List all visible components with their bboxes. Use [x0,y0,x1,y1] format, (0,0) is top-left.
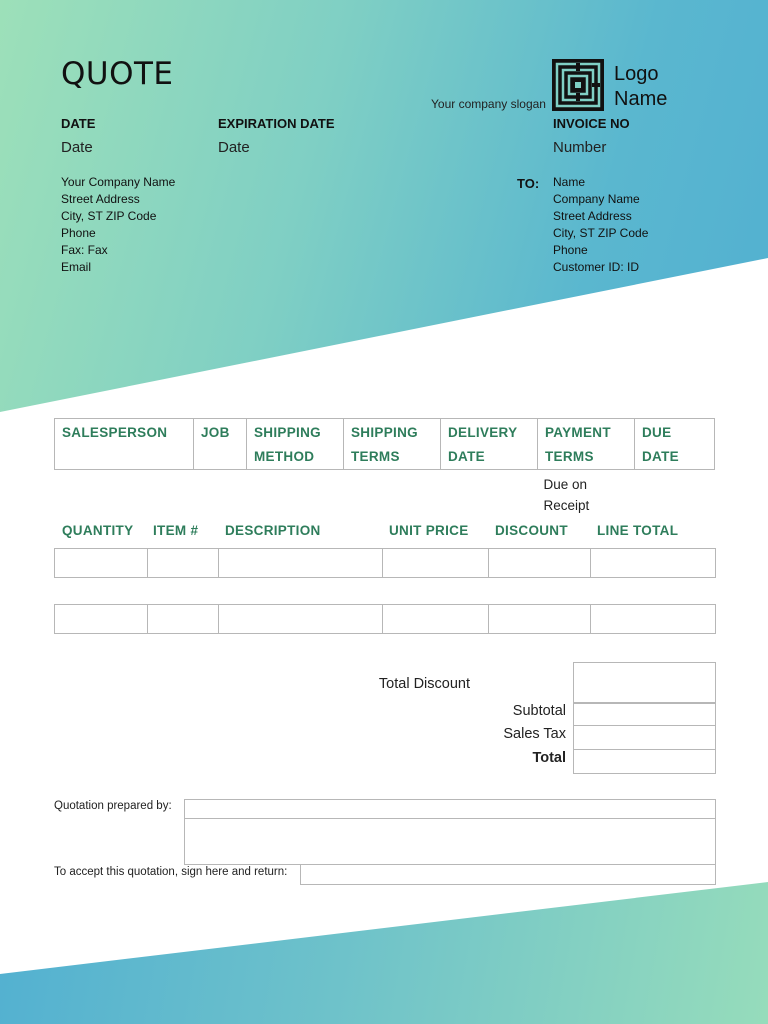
recipient-city[interactable]: City, ST ZIP Code [553,226,649,240]
column-divider [382,605,383,633]
header-salesperson-line1: SALESPERSON [62,425,168,440]
expiration-date-value[interactable]: Date [218,139,250,156]
header-payment-terms-line2: TERMS [545,449,594,464]
invoice-number-value[interactable]: Number [553,139,607,156]
company-street[interactable]: Street Address [61,192,140,206]
table-row[interactable] [54,604,716,634]
column-divider [382,549,383,577]
job-details-table [54,418,715,520]
header-shipping-terms-line2: TERMS [351,449,400,464]
date-label: DATE [61,116,96,131]
company-phone[interactable]: Phone [61,226,96,240]
column-divider [488,549,489,577]
header-delivery-date-line2: DATE [448,449,485,464]
payment-terms-value-line1: Due on [543,477,588,492]
header-shipping-method [247,419,344,470]
salesperson-cell[interactable] [55,470,194,521]
header-line-total: LINE TOTAL [597,523,679,538]
to-label: TO: [517,176,540,191]
column-divider [147,605,148,633]
recipient-name[interactable]: Name [553,175,586,189]
expiration-date-label: EXPIRATION DATE [218,116,335,131]
recipient-address-block [553,174,648,276]
header-discount: DISCOUNT [495,523,568,538]
page-title: QUOTE [61,56,174,92]
recipient-company[interactable]: Company Name [553,192,640,206]
table-row[interactable] [54,548,716,578]
prepared-by-field[interactable] [184,799,716,819]
footer-background [0,870,768,1024]
company-name[interactable]: Your Company Name [61,175,176,189]
job-cell[interactable] [194,470,247,521]
header-quantity: QUANTITY [62,523,134,538]
company-email[interactable]: Email [61,260,92,274]
total-field[interactable] [573,749,716,774]
logo-line-1: Logo [614,63,659,85]
sales-tax-label: Sales Tax [503,726,566,742]
subtotal-label: Subtotal [512,703,566,719]
company-address-block [61,174,175,276]
header-job [194,419,247,470]
recipient-street[interactable]: Street Address [553,209,632,223]
recipient-customer-id[interactable]: Customer ID: ID [553,260,640,274]
column-divider [218,605,219,633]
header-item-number: ITEM # [153,523,199,538]
header-shipping-method-line1: SHIPPING [254,425,321,440]
header-unit-price: UNIT PRICE [389,523,469,538]
logo-line-2: Name [614,88,668,110]
company-city[interactable]: City, ST ZIP Code [61,209,157,223]
header-payment-terms [538,419,635,470]
column-divider [590,605,591,633]
header-payment-terms-line1: PAYMENT [545,425,611,440]
delivery-date-cell[interactable] [441,470,538,521]
header-delivery-date [441,419,538,470]
notes-field[interactable] [184,818,716,865]
header-due-date-line1: DUE DATE [642,425,679,464]
column-divider [590,549,591,577]
payment-terms-value-line2: Receipt [543,498,590,513]
job-header-row [55,419,715,470]
column-divider [488,605,489,633]
company-fax[interactable]: Fax: Fax [61,243,108,257]
header-delivery-date-line1: DELIVERY [448,425,518,440]
accept-label: To accept this quotation, sign here and return: [54,866,288,878]
header-salesperson [55,419,194,470]
items-table-header [54,520,715,549]
shipping-method-cell[interactable] [247,470,344,521]
header-description: DESCRIPTION [225,523,321,538]
invoice-number-label: INVOICE NO [553,116,630,131]
header-shipping-terms-line1: SHIPPING [351,425,418,440]
recipient-phone[interactable]: Phone [553,243,588,257]
header-job-line1: JOB [201,425,230,440]
date-value[interactable]: Date [61,139,93,156]
company-slogan: Your company slogan [431,97,546,111]
subtotal-field[interactable] [573,702,716,726]
column-divider [147,549,148,577]
job-data-row [55,470,715,521]
due-date-cell[interactable] [635,470,715,521]
header-due-date [635,419,715,470]
shipping-terms-cell[interactable] [344,470,441,521]
column-divider [218,549,219,577]
signature-field[interactable] [300,864,716,885]
header-shipping-method-line2: METHOD [254,449,315,464]
logo-icon [552,59,604,111]
header-shipping-terms [344,419,441,470]
prepared-by-label: Quotation prepared by: [54,800,172,812]
total-discount-label: Total Discount [378,676,470,692]
total-label: Total [532,750,566,766]
sales-tax-field[interactable] [573,725,716,750]
total-discount-field[interactable] [573,662,716,704]
logo-name [614,62,684,112]
payment-terms-cell[interactable] [538,470,635,521]
